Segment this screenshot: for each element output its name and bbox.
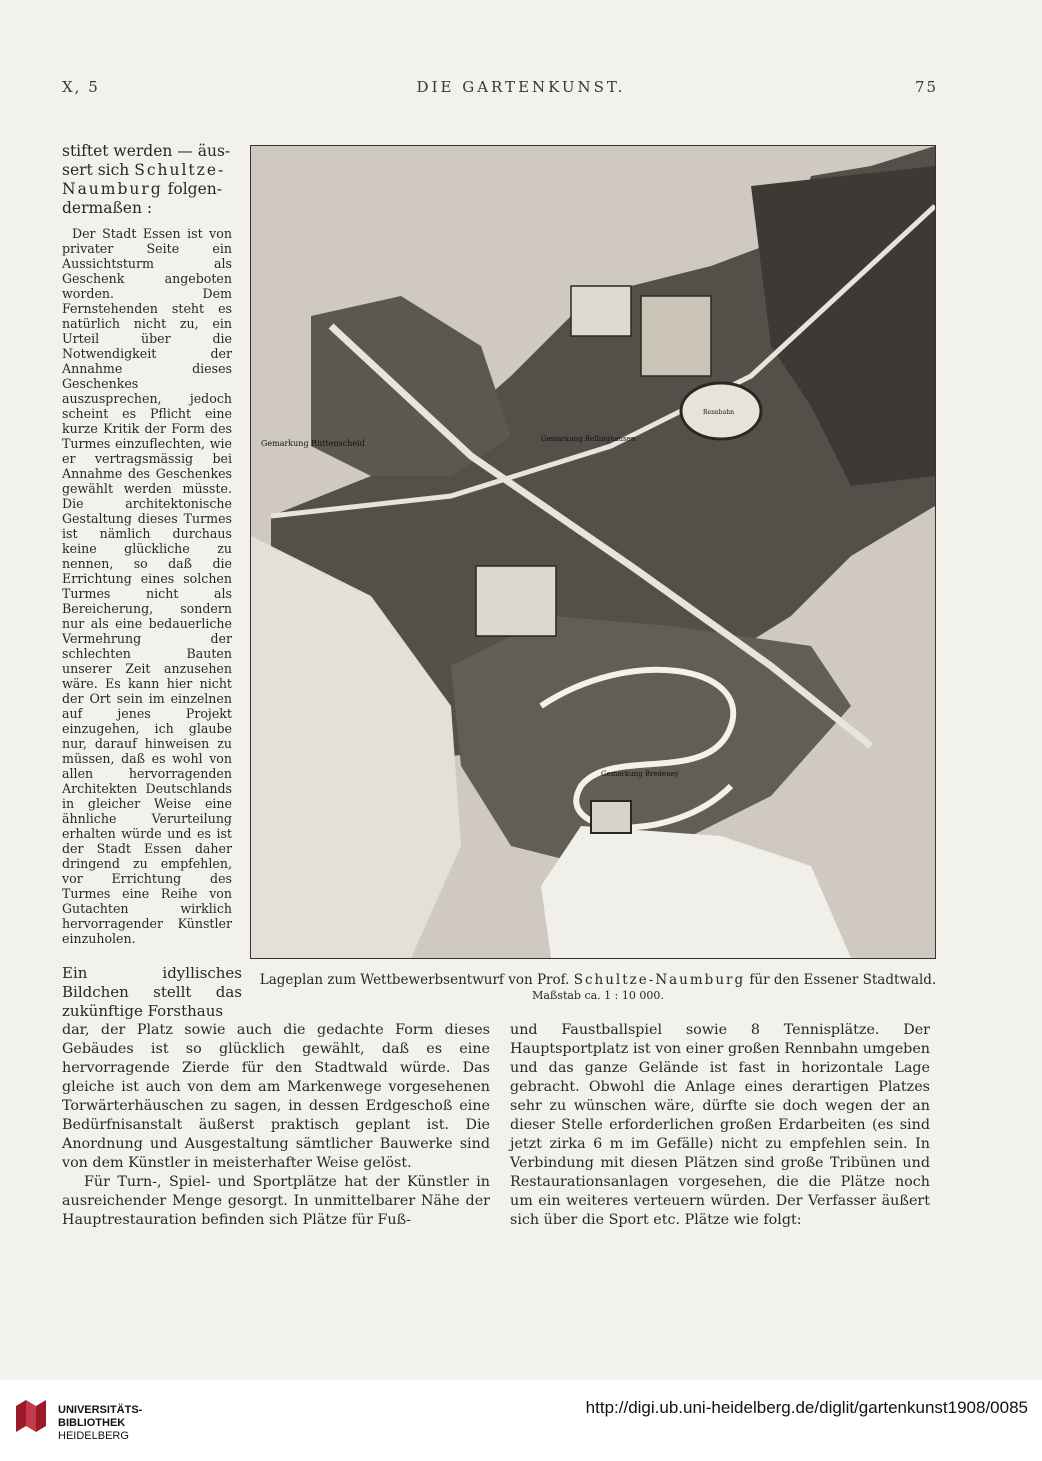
quoted-statement: Der Stadt Essen ist von privater Seite ein Aussichtsturm als Geschenk angeboten worden. Dem Fernstehenden steht es natürlich nicht zu, ein Urteil über die Notwendigkeit der Annahme dieses Geschenkes auszusprechen, jedoch scheint es Pflicht eine kurze Kritik der Form des Turmes einzuflechten, wie er vertragsmässig bei Annahme des Geschenkes gewählt werden müsste. Die architektonische Gestaltung dieses Turmes ist nämlich durchaus keine glückliche zu nennen, so daß die Errichtung eines solchen Turmes nicht als Bereicherung, sondern nur als eine bedauerliche Vermehrung der schlechten Bauten unserer Zeit anzusehen wäre. Es kann hier nicht der Ort sein im einzelnen auf jenes Projekt einzugehen, ich glaube nur, darauf hinweisen zu müssen, daß es wohl von allen hervorragenden Architekten Deutschlands in gleicher Weise eine ähnliche Verurteilung erhalten würde und es ist der Stadt Essen daher dringend zu empfehlen, vor Errichtung des Turmes eine Reihe von Gutachten wirklich hervorragender Künstler einzuholen. bbox=[62, 226, 232, 946]
label-bredeney: Gemarkung Bredeney bbox=[601, 770, 679, 778]
main-restaurant bbox=[641, 296, 711, 376]
label-ruettenscheid: Gemarkung Rüttenscheid bbox=[261, 439, 365, 448]
site-plan-figure bbox=[250, 145, 936, 959]
figure-caption-pre: Lageplan zum Wettbewerbsentwurf von Prof. bbox=[259, 972, 574, 988]
page-number: 75 bbox=[915, 78, 939, 96]
library-name-line-3: HEIDELBERG bbox=[58, 1430, 129, 1442]
volume-number: X, 5 bbox=[62, 78, 100, 96]
body-left-column bbox=[62, 1021, 490, 1230]
forest-house bbox=[591, 801, 631, 833]
author-name-part-1: Schultze- bbox=[134, 161, 226, 179]
site-plan-map bbox=[251, 146, 935, 958]
intro-line-1: stiftet werden — äus- bbox=[62, 142, 231, 160]
source-url-link[interactable]: http://digi.ub.uni-heidelberg.de/diglit/gartenkunst1908/0085 bbox=[585, 1398, 1028, 1417]
library-name-line-2: BIBLIOTHEK bbox=[58, 1417, 126, 1429]
garden-parterre bbox=[476, 566, 556, 636]
intro-line-2: sert sich bbox=[62, 161, 135, 179]
intro-line-3: folgen- bbox=[162, 180, 223, 198]
journal-title: DIE GARTENKUNST. bbox=[416, 78, 626, 96]
figure-caption-post: für den Essener Stadtwald. bbox=[745, 972, 937, 988]
author-name-part-2: Naumburg bbox=[62, 180, 163, 198]
body-right-paragraph-1: und Faustballspiel sowie 8 Tennisplätze. Der Hauptsportplatz ist von einer großen Rennbahn umgeben und das ganze Gelände ist fast in horizontale Lage gebracht. Obwohl die Anlage eines derartigen Platzes sehr zu wünschen wäre, dürfte sie doch wegen der an dieser Stelle erforderlichen großen Erdarbeiten (es sind jetzt zirka 6 m im Gefälle) nicht zu empfehlen sein. In Verbindung mit diesen Plätzen sind große Tribünen und Restaurationsanlagen vorgesehen, die die Plätze noch um ein weiteres verteuern würden. Der Verfasser äußert sich über die Sport etc. Plätze wie folgt: bbox=[510, 1022, 930, 1228]
library-logo-icon bbox=[12, 1396, 50, 1436]
body-right-column bbox=[510, 1021, 930, 1230]
digitization-footer bbox=[0, 1380, 1042, 1461]
intro-paragraph bbox=[62, 142, 232, 218]
library-name-line-1: UNIVERSITÄTS- bbox=[58, 1404, 143, 1416]
body-left-paragraph-2: Für Turn-, Spiel- und Sportplätze hat der Künstler in ausreichender Menge gesorgt. In unmittelbarer Nähe der Hauptrestauration befinden sich Plätze für Fuß- bbox=[62, 1174, 490, 1228]
intro-line-4: dermaßen : bbox=[62, 199, 153, 217]
figure-scale: Maßstab ca. 1 : 10 000. bbox=[532, 989, 664, 1002]
figure-caption-author: Schultze-Naumburg bbox=[573, 972, 746, 988]
body-paragraph-start: Ein idyllisches Bildchen stellt das zukünftige Forsthaus bbox=[62, 964, 242, 1020]
tennis-courts bbox=[571, 286, 631, 336]
label-rellinghausen: Gemarkung Rellinghausen bbox=[541, 435, 636, 443]
figure-caption bbox=[258, 972, 938, 988]
body-left-paragraph-1: dar, der Platz sowie auch die gedachte Form dieses Gebäudes ist so glücklich gewählt, daß es eine hervorragende Zierde für den Stadtwald würde. Das gleiche ist auch von dem am Markenwege vorgesehenen Torwärterhäuschen zu sagen, in dessen Erdgeschoß eine Bedürfnisanstalt äußerst praktisch geplant ist. Die Anordnung und Ausgestaltung sämtlicher Bauwerke sind von dem Künstler in meisterhafter Weise gelöst. bbox=[62, 1022, 490, 1171]
label-rennbahn: Rennbahn bbox=[703, 409, 734, 416]
